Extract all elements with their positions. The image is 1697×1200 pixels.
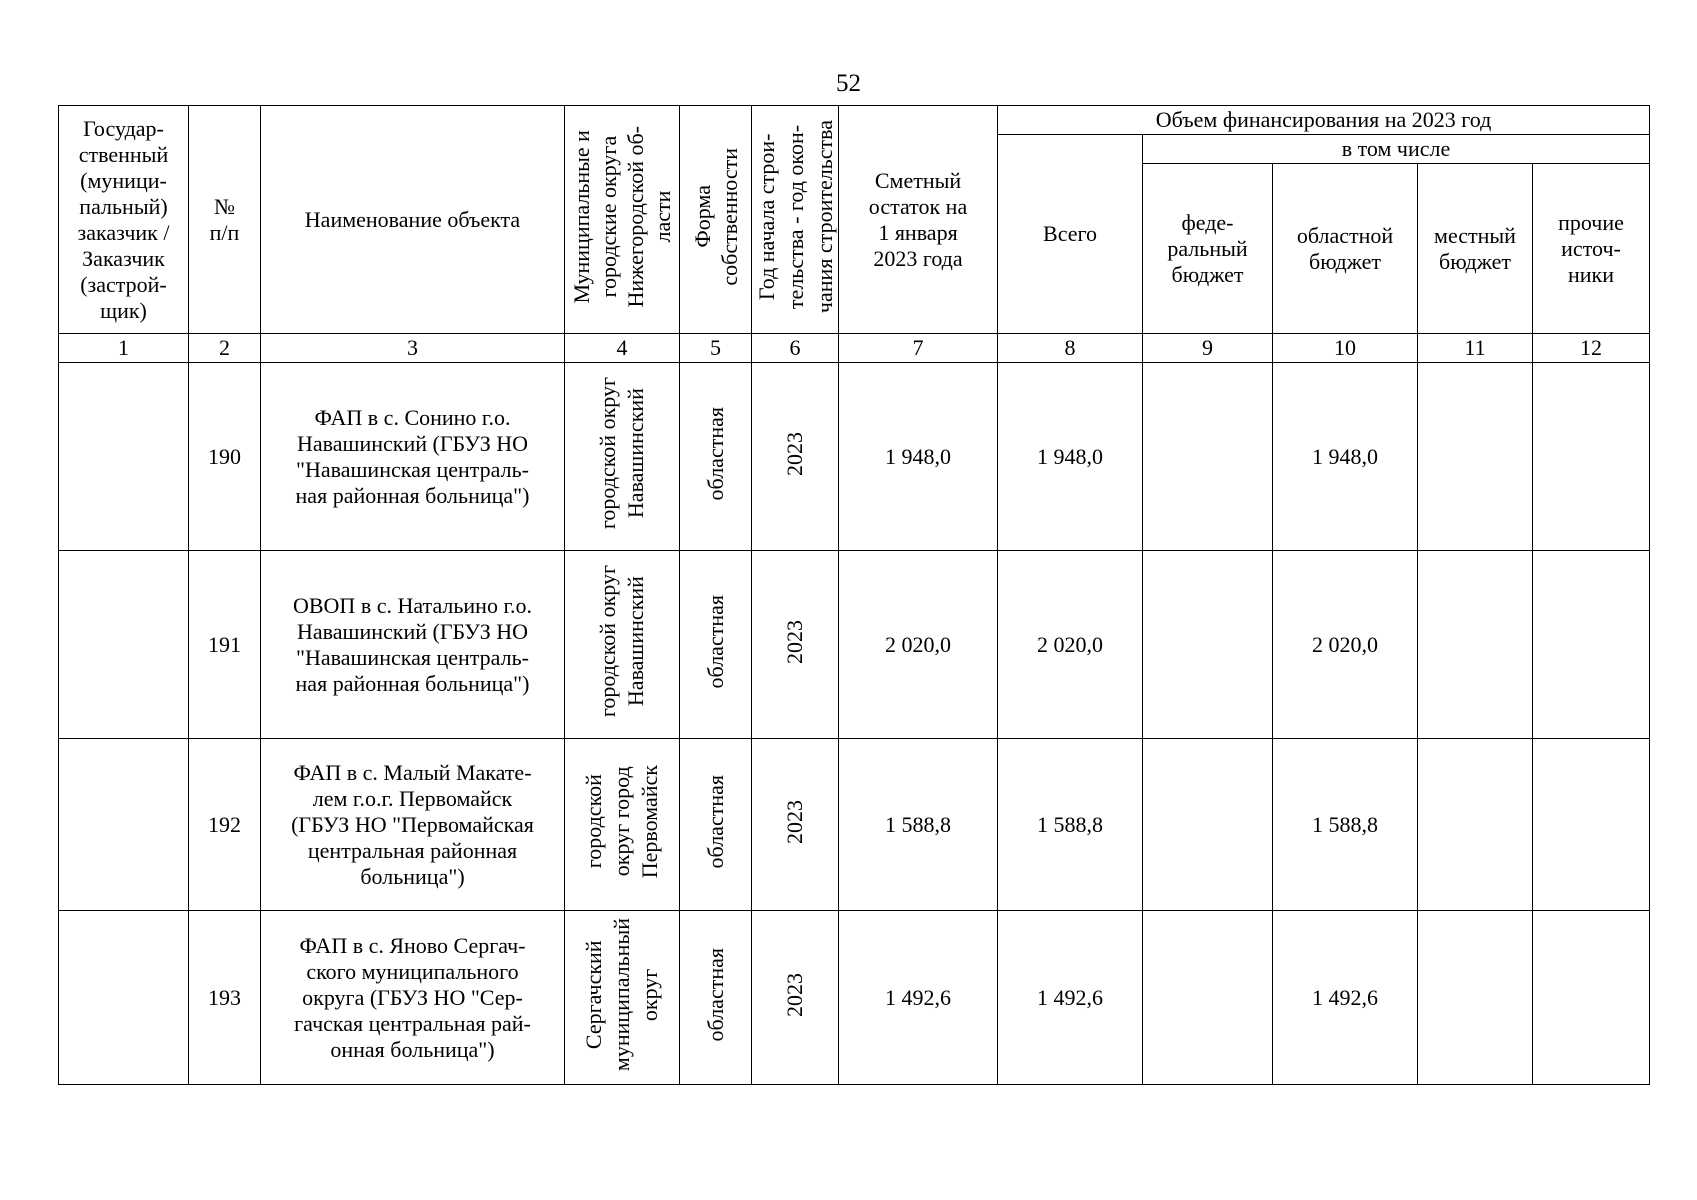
column-number: 3 xyxy=(261,334,565,363)
row-number: 192 xyxy=(189,739,261,911)
row-local xyxy=(1418,551,1533,739)
row-years-text: 2023 xyxy=(782,619,807,664)
row-local xyxy=(1418,363,1533,551)
column-number: 7 xyxy=(839,334,998,363)
row-federal xyxy=(1143,911,1273,1085)
row-ownership xyxy=(680,551,752,739)
row-municipality xyxy=(565,363,680,551)
table-row xyxy=(59,739,1650,911)
row-number: 193 xyxy=(189,911,261,1085)
row-number: 191 xyxy=(189,551,261,739)
row-number: 190 xyxy=(189,363,261,551)
row-federal xyxy=(1143,551,1273,739)
row-municipality-text: городской округ Навашинский xyxy=(595,565,648,718)
header-years-label: Год начала строи- тельства - год окон- чания строительства xyxy=(754,119,837,314)
row-ownership xyxy=(680,363,752,551)
column-number: 9 xyxy=(1143,334,1273,363)
header-other: прочие источ- ники xyxy=(1533,164,1650,334)
header-years xyxy=(752,106,839,334)
column-number: 8 xyxy=(998,334,1143,363)
row-municipality-text: городской округ город Первомайск xyxy=(581,764,662,879)
row-municipality xyxy=(565,739,680,911)
row-total: 1 492,6 xyxy=(998,911,1143,1085)
row-object-name: ФАП в с. Сонино г.о. Навашинский (ГБУЗ НО "Навашинская централь- ная районная больница") xyxy=(261,363,565,551)
row-other xyxy=(1533,363,1650,551)
row-total: 1 588,8 xyxy=(998,739,1143,911)
header-number: № п/п xyxy=(189,106,261,334)
row-ownership-text: областная xyxy=(702,406,728,501)
column-number: 12 xyxy=(1533,334,1650,363)
column-number: 5 xyxy=(680,334,752,363)
row-regional: 1 588,8 xyxy=(1273,739,1418,911)
header-funding-group: Объем финансирования на 2023 год xyxy=(998,106,1650,135)
header-municipality-label: Муниципальные и городские округа Нижегородской об- ласти xyxy=(569,125,675,308)
table-row xyxy=(59,363,1650,551)
row-years xyxy=(752,739,839,911)
header-regional: областной бюджет xyxy=(1273,164,1418,334)
row-estimate-balance: 1 948,0 xyxy=(839,363,998,551)
header-row-1 xyxy=(59,106,1650,135)
header-local: местный бюджет xyxy=(1418,164,1533,334)
row-other xyxy=(1533,739,1650,911)
header-ownership-label: Форма собственности xyxy=(689,147,742,286)
row-years-text: 2023 xyxy=(782,431,807,476)
header-including: в том числе xyxy=(1143,135,1650,164)
row-customer xyxy=(59,363,189,551)
header-ownership xyxy=(680,106,752,334)
row-federal xyxy=(1143,363,1273,551)
row-regional: 2 020,0 xyxy=(1273,551,1418,739)
row-other xyxy=(1533,551,1650,739)
table-row xyxy=(59,551,1650,739)
row-ownership-text: областная xyxy=(702,947,728,1042)
row-customer xyxy=(59,551,189,739)
header-federal: феде- ральный бюджет xyxy=(1143,164,1273,334)
row-local xyxy=(1418,739,1533,911)
row-federal xyxy=(1143,739,1273,911)
row-object-name: ОВОП в с. Натальино г.о. Навашинский (ГБУЗ НО "Навашинская централь- ная районная больница") xyxy=(261,551,565,739)
row-estimate-balance: 1 492,6 xyxy=(839,911,998,1085)
row-municipality xyxy=(565,911,680,1085)
row-total: 1 948,0 xyxy=(998,363,1143,551)
header-total: Всего xyxy=(998,135,1143,334)
table-row xyxy=(59,911,1650,1085)
header-estimate-balance: Сметный остаток на 1 января 2023 года xyxy=(839,106,998,334)
row-object-name: ФАП в с. Яново Сергач- ского муниципального округа (ГБУЗ НО "Сер- гачская центральная рай- онная больница") xyxy=(261,911,565,1085)
row-years xyxy=(752,911,839,1085)
column-number: 6 xyxy=(752,334,839,363)
row-regional: 1 948,0 xyxy=(1273,363,1418,551)
row-municipality-text: Сергачский муниципальный округ xyxy=(581,917,662,1072)
row-years-text: 2023 xyxy=(782,972,807,1017)
investment-program-table xyxy=(58,105,1650,1085)
header-municipality xyxy=(565,106,680,334)
row-municipality xyxy=(565,551,680,739)
page-number: 52 xyxy=(836,70,861,97)
row-years-text: 2023 xyxy=(782,799,807,844)
row-ownership xyxy=(680,911,752,1085)
column-number-row xyxy=(59,334,1650,363)
row-ownership-text: областная xyxy=(702,774,728,869)
row-customer xyxy=(59,911,189,1085)
column-number: 11 xyxy=(1418,334,1533,363)
header-customer: Государ- ственный (муници- пальный) заказчик / Заказчик (застрой- щик) xyxy=(59,106,189,334)
row-regional: 1 492,6 xyxy=(1273,911,1418,1085)
row-customer xyxy=(59,739,189,911)
column-number: 4 xyxy=(565,334,680,363)
row-estimate-balance: 1 588,8 xyxy=(839,739,998,911)
row-ownership-text: областная xyxy=(702,594,728,689)
column-number: 1 xyxy=(59,334,189,363)
row-other xyxy=(1533,911,1650,1085)
row-years xyxy=(752,551,839,739)
row-municipality-text: городской округ Навашинский xyxy=(595,377,648,530)
row-total: 2 020,0 xyxy=(998,551,1143,739)
column-number: 10 xyxy=(1273,334,1418,363)
row-ownership xyxy=(680,739,752,911)
header-object-name: Наименование объекта xyxy=(261,106,565,334)
row-years xyxy=(752,363,839,551)
row-object-name: ФАП в с. Малый Макате- лем г.о.г. Первомайск (ГБУЗ НО "Первомайская центральная районная больница") xyxy=(261,739,565,911)
row-estimate-balance: 2 020,0 xyxy=(839,551,998,739)
row-local xyxy=(1418,911,1533,1085)
column-number: 2 xyxy=(189,334,261,363)
